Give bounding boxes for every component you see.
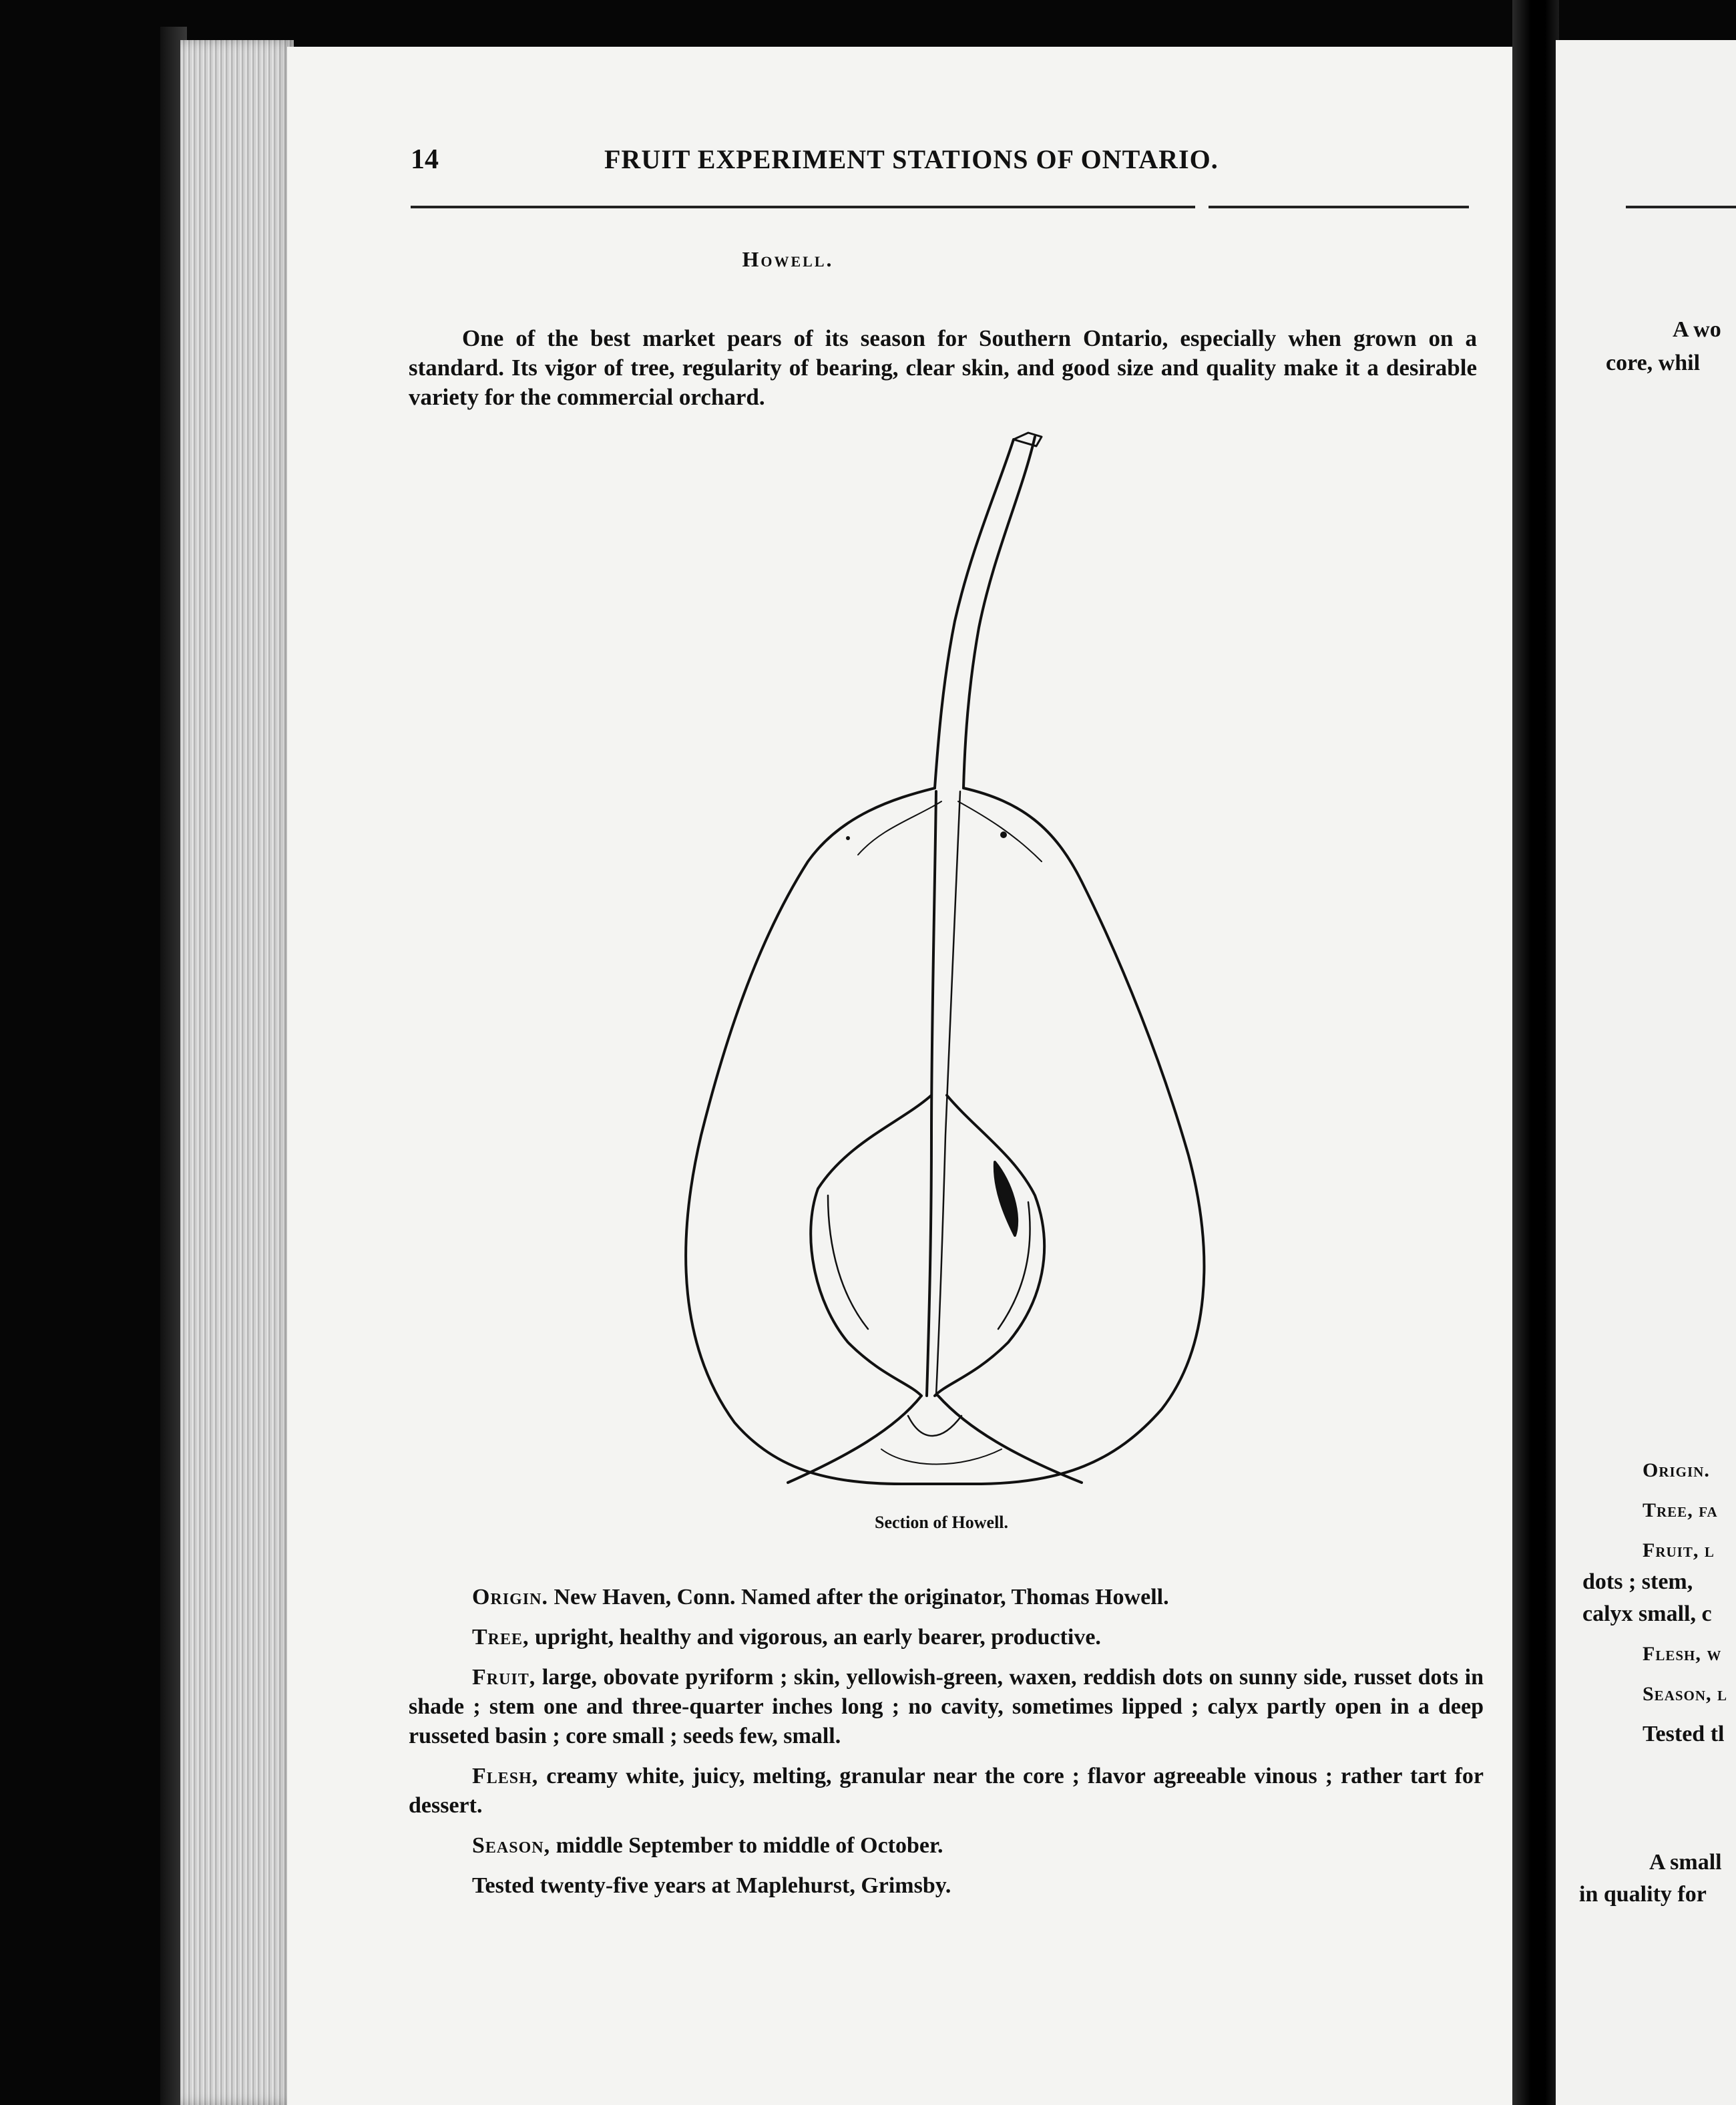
intro-paragraph: One of the best market pears of its season for Southern Ontario, especially when grown on a standard. Its vigor of tree, regularity of bearing, clear skin, and good size and quality make it a desirable variety for the commercial orchard. bbox=[409, 325, 1477, 410]
facing-fragment: dots ; stem, bbox=[1582, 1569, 1693, 1594]
speck bbox=[846, 836, 850, 840]
variety-description bbox=[409, 1583, 1484, 1911]
speck bbox=[1000, 831, 1007, 838]
entry-text: upright, healthy and vigorous, an early bearer, productive. bbox=[535, 1625, 1101, 1650]
entry-text: large, obovate pyriform ; skin, yellowish-green, waxen, reddish dots on sunny side, russet dots in shade ; stem one and three-quarter inches long ; no cavity, sometimes lipped ; calyx partly open in a deep russeted basin ; core small ; seeds few, small. bbox=[409, 1665, 1484, 1748]
figure-caption bbox=[0, 1513, 1736, 1533]
facing-fragment: Origin. bbox=[1643, 1459, 1710, 1481]
entry-text: New Haven, Conn. Named after the originator, Thomas Howell. bbox=[554, 1585, 1169, 1609]
header-rule-right bbox=[1209, 206, 1469, 208]
entry-text: Tested twenty-five years at Maplehurst, Grimsby. bbox=[472, 1873, 951, 1898]
description-entry bbox=[409, 1762, 1484, 1821]
facing-fragment: Season, l bbox=[1643, 1683, 1728, 1705]
facing-fragment: A small bbox=[1649, 1850, 1722, 1875]
facing-fragment: in quality for bbox=[1579, 1882, 1707, 1907]
entry-label: Season, bbox=[472, 1833, 551, 1858]
entry-label: Flesh, bbox=[472, 1764, 539, 1788]
running-title: FRUIT EXPERIMENT STATIONS OF ONTARIO. bbox=[604, 144, 1219, 174]
description-entry bbox=[409, 1871, 1484, 1901]
description-entry bbox=[409, 1583, 1484, 1612]
pear-section-illustration bbox=[628, 427, 1229, 1496]
facing-page bbox=[1556, 40, 1736, 2105]
page-number: 14 bbox=[411, 144, 439, 175]
facing-fragment: Tree, fa bbox=[1643, 1499, 1718, 1521]
section-title bbox=[0, 247, 1736, 272]
facing-header-rule bbox=[1626, 206, 1736, 208]
book-gutter bbox=[1512, 0, 1559, 2105]
section-title-text: Howell. bbox=[742, 247, 834, 271]
entry-text: creamy white, juicy, melting, granular near the core ; flavor agreeable vinous ; rather tart for dessert. bbox=[409, 1764, 1484, 1818]
description-entry bbox=[409, 1663, 1484, 1751]
page-edges bbox=[180, 40, 294, 2105]
facing-fragment: A wo bbox=[1673, 317, 1721, 342]
running-head bbox=[411, 144, 1466, 184]
entry-label: Tree, bbox=[472, 1625, 529, 1650]
facing-fragment: Flesh, w bbox=[1643, 1643, 1722, 1665]
header-rule-left bbox=[411, 206, 1195, 208]
description-entry bbox=[409, 1623, 1484, 1652]
entry-label: Origin. bbox=[472, 1585, 548, 1609]
entry-label: Fruit, bbox=[472, 1665, 536, 1690]
figure-caption-text: Section of Howell. bbox=[874, 1513, 1009, 1532]
facing-fragment: Tested tl bbox=[1643, 1722, 1725, 1746]
facing-fragment: Fruit, l bbox=[1643, 1539, 1715, 1561]
facing-fragment: core, whil bbox=[1606, 351, 1701, 375]
facing-fragment: calyx small, c bbox=[1582, 1601, 1712, 1626]
entry-text: middle September to middle of October. bbox=[556, 1833, 943, 1858]
description-entry bbox=[409, 1831, 1484, 1861]
